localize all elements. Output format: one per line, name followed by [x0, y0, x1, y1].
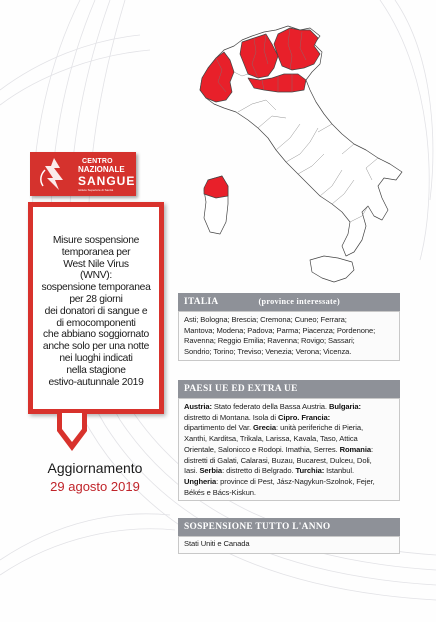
ue-text: distretto di Montana. Isola di — [184, 412, 278, 422]
ue-text: Istanbul. — [324, 466, 354, 476]
callout-line: anche solo per una notte — [42, 341, 150, 353]
callout-arrow — [57, 413, 87, 453]
update-date: 29 agosto 2019 — [50, 479, 140, 494]
italia-line: Mantova; Modena; Padova; Parma; Piacenza; Pordenone; — [184, 325, 376, 335]
callout-line: sospensione temporanea — [41, 282, 151, 294]
callout-line: Misure sospensione — [52, 235, 140, 246]
update-label: Aggiornamento — [47, 460, 143, 476]
ue-text: : unità periferiche di Pieria, — [276, 423, 363, 433]
ue-countries-list — [178, 398, 400, 501]
wnv-callout — [28, 202, 164, 414]
ue-text: Xanthi, Karditsa, Trikala, Larissa, Kavala, Taso, Attica — [184, 434, 358, 444]
callout-line: di emocomponenti — [56, 317, 136, 329]
blood-drop-icon — [33, 156, 75, 192]
centro-nazionale-sangue-logo — [30, 152, 136, 196]
anno-body — [178, 536, 400, 554]
ue-text: distretti di Galati, Calarasi, Buzau, Bucarest, Dulceu, Doli, — [184, 455, 372, 465]
ue-text: : distretto di Belgrado. — [222, 466, 296, 476]
italia-line: Ravenna; Reggio Emilia; Ravenna; Rovigo; Sassari; — [184, 336, 355, 346]
anno-header — [178, 518, 400, 536]
ue-line — [184, 413, 394, 424]
ue-country-name: Ungheria — [184, 476, 217, 486]
callout-line: West Nile Virus — [63, 258, 129, 270]
ue-line — [184, 445, 394, 456]
ue-country-name: Romania — [339, 444, 371, 454]
ue-text: Orientale, Salonicco e Rodopi. Imathia, Serres. — [184, 444, 340, 454]
logo-line2: NAZIONALE — [78, 165, 125, 174]
italia-line: Asti; Bologna; Brescia; Cremona; Cuneo; Ferrara; — [184, 315, 347, 324]
ue-country-name: Bulgaria: — [328, 402, 361, 411]
ue-country-name: Turchia: — [295, 466, 325, 476]
logo-line3: SANGUE — [78, 174, 136, 188]
ue-country-name: Cipro. Francia: — [277, 412, 331, 422]
callout-line: per 28 giorni — [69, 293, 123, 305]
ue-text: Stato federato della Bassa Austria. — [211, 402, 329, 411]
italia-note: (province interessate) — [258, 297, 341, 306]
callout-line: dei donatori di sangue e — [44, 305, 148, 317]
callout-line: nella stagione — [66, 364, 126, 376]
ue-text: : province di Pest, Jász-Nagykun-Szolnok, Fejer, — [216, 476, 375, 486]
anno-title: SOSPENSIONE TUTTO L'ANNO — [184, 522, 331, 532]
callout-line: temporanea per — [61, 246, 131, 258]
logo-tagline: Istituto Superiore di Sanità — [78, 188, 114, 192]
wnv-callout-inner — [33, 207, 159, 409]
ue-text: Iasi. — [184, 466, 200, 476]
ue-country-name: Grecia — [253, 423, 277, 433]
callout-line: (WNV): — [80, 270, 112, 282]
ue-line — [184, 456, 394, 467]
ue-text: Békés e Bács-Kiskun. — [184, 487, 256, 497]
anno-text: Stati Uniti e Canada — [184, 539, 250, 548]
ue-line — [184, 477, 394, 488]
sassari-province — [204, 176, 228, 198]
ue-line — [184, 434, 394, 445]
ue-line — [184, 488, 394, 499]
ue-line — [184, 466, 394, 477]
ue-text: dipartimento del Var. — [184, 423, 253, 433]
italy-map — [182, 20, 412, 290]
italia-title: ITALIA — [184, 297, 219, 307]
ue-country-name: Austria: — [184, 402, 212, 411]
ue-text: : — [370, 444, 373, 454]
callout-line: che abbiano soggiornato — [43, 329, 149, 341]
logo-line1: CENTRO — [82, 158, 113, 165]
piemonte-provinces — [200, 52, 234, 102]
ue-line — [184, 423, 394, 434]
ue-title: PAESI UE ED EXTRA UE — [184, 384, 298, 394]
callout-line: estivo-autunnale 2019 — [48, 376, 144, 388]
ue-header — [178, 380, 400, 398]
veneto-provinces — [274, 28, 320, 70]
ue-country-name: Serbia — [199, 466, 223, 476]
italia-provinces-list — [178, 311, 400, 361]
wnv-callout-text — [35, 235, 157, 388]
sicily — [310, 256, 354, 282]
italia-line: Sondrio; Torino; Treviso; Venezia; Verona; Vicenza. — [184, 347, 352, 357]
ue-line — [184, 402, 394, 413]
italia-header — [178, 293, 400, 311]
callout-line: nei luoghi indicati — [59, 352, 133, 364]
